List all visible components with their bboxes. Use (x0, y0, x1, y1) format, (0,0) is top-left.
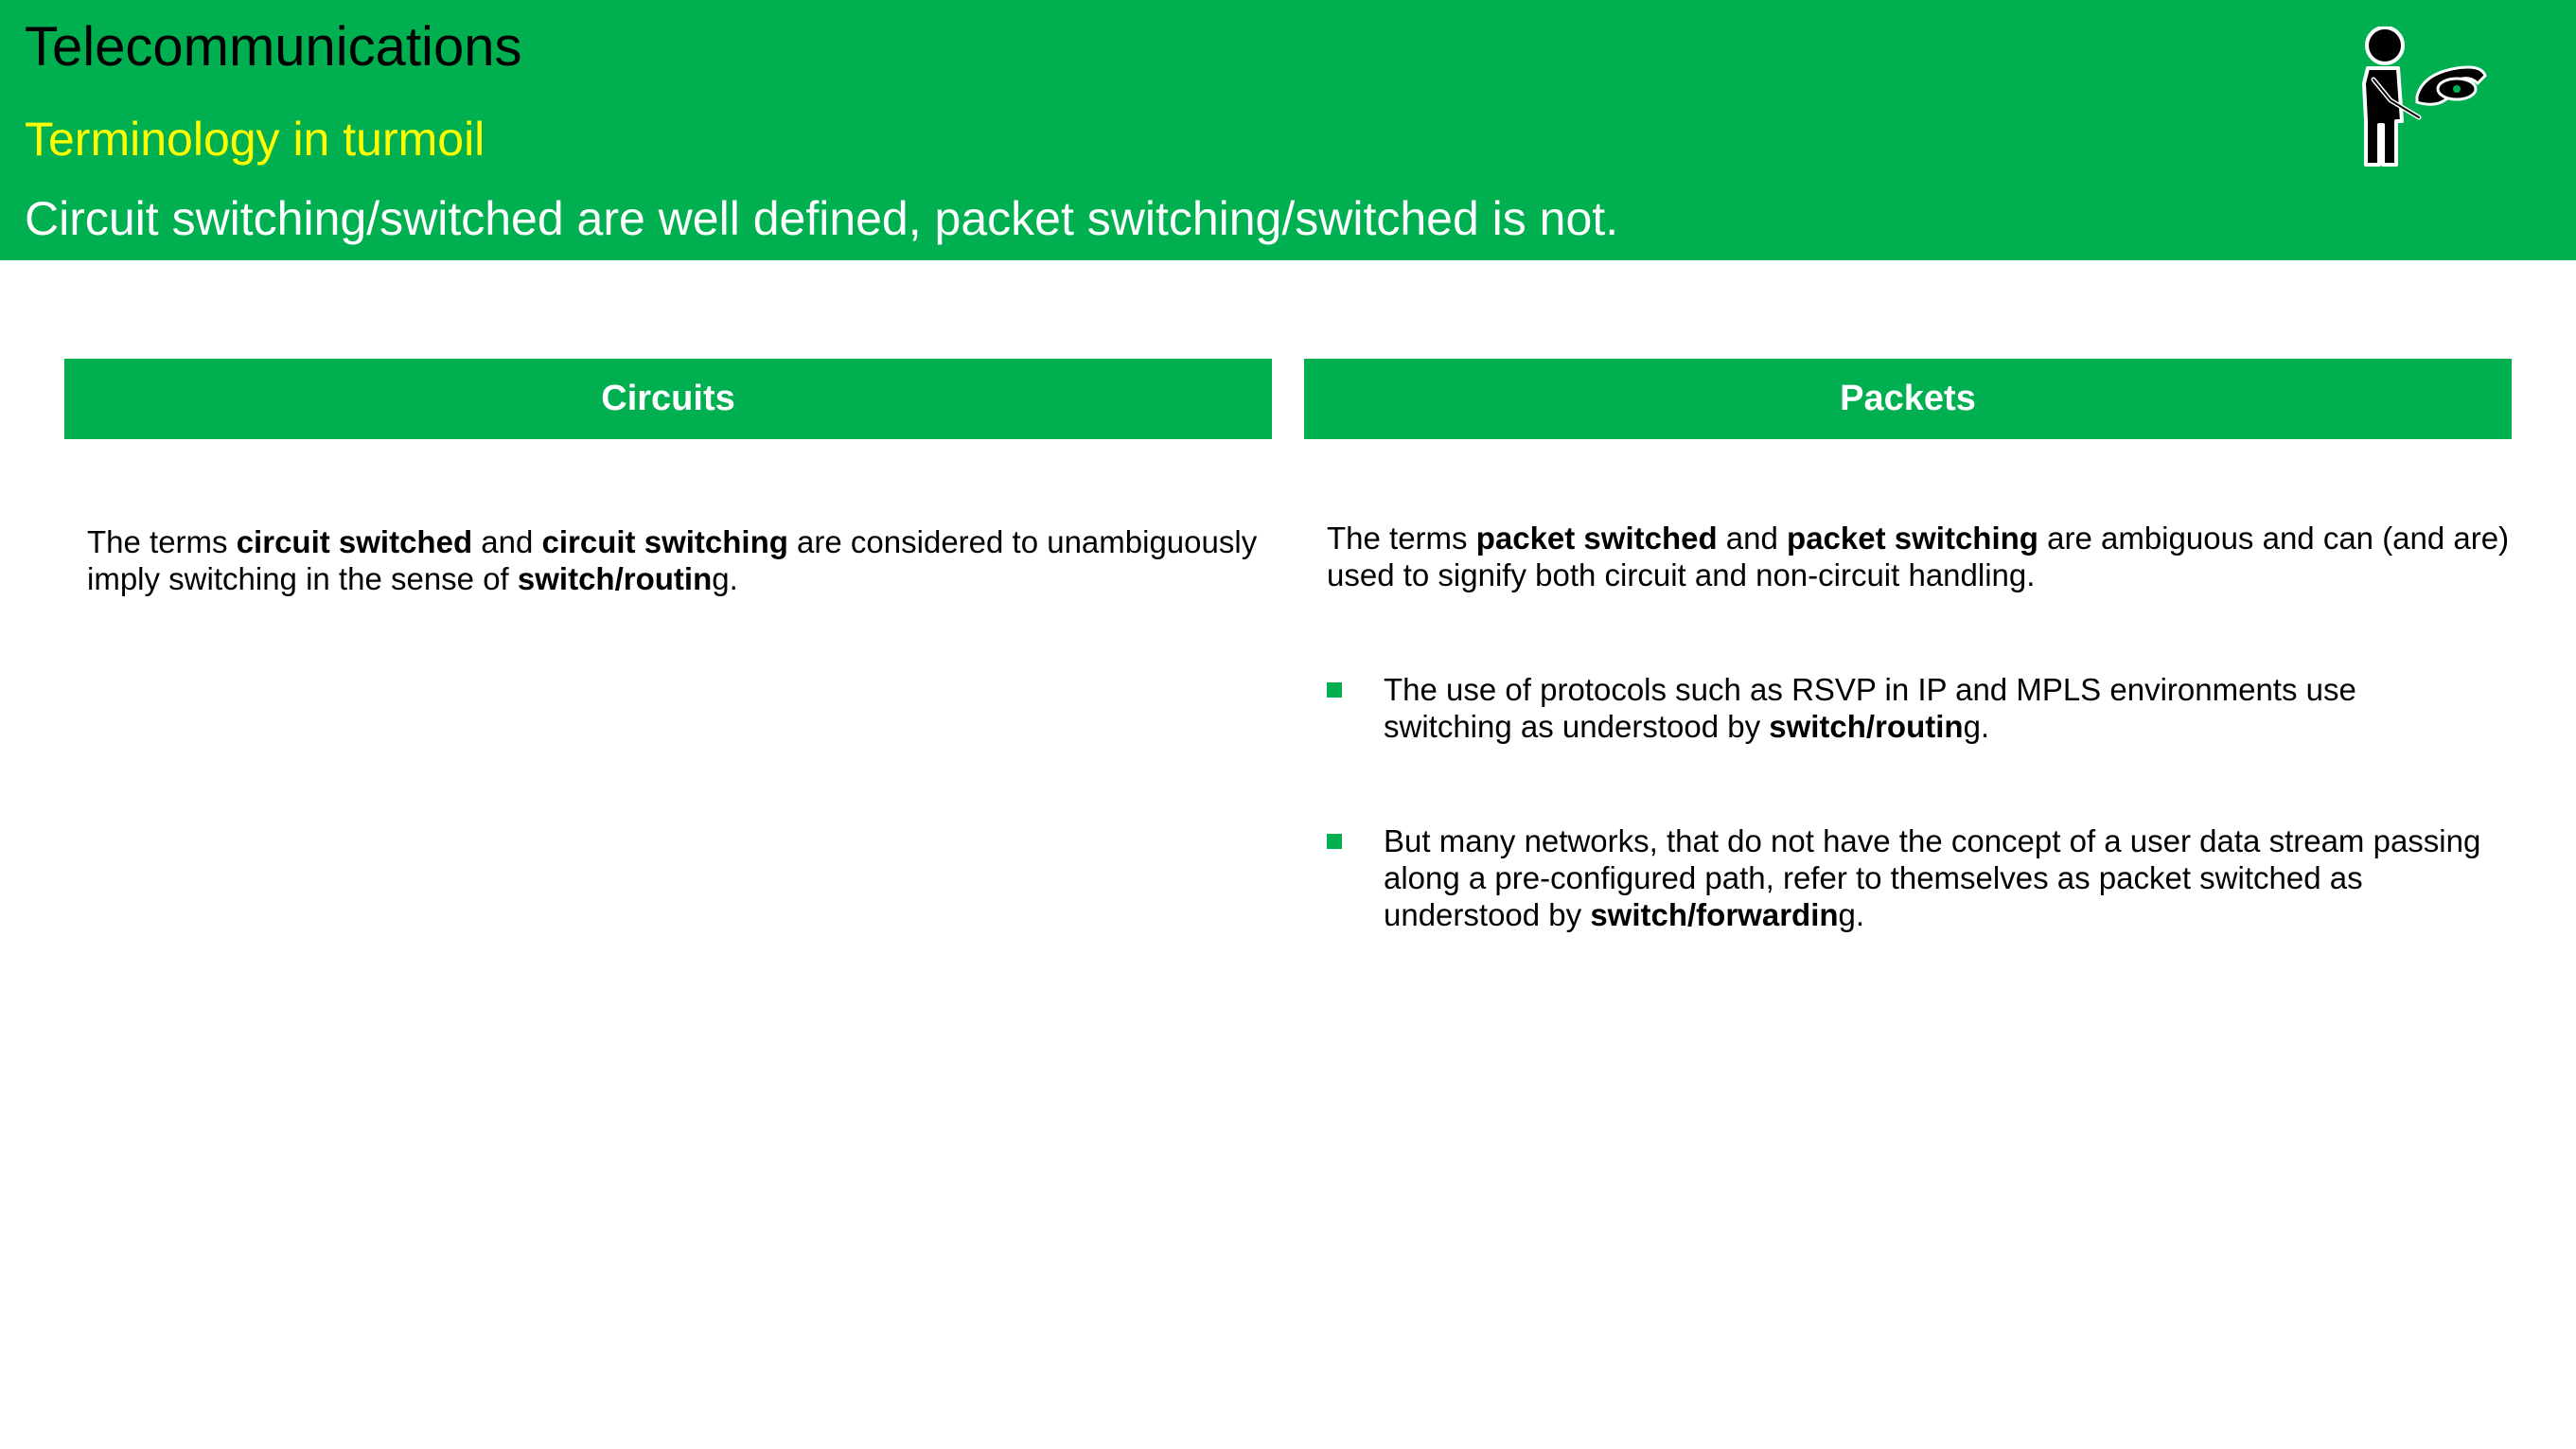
square-bullet-icon (1327, 682, 1342, 698)
list-item (1327, 822, 2491, 933)
square-bullet-icon (1327, 834, 1342, 849)
bullet-text: But many networks, that do not have the concept of a user data stream passing along a pre-configured path, refer to themselves as packet switched as understood by switch/forwarding. (1384, 823, 2481, 932)
packets-heading: Packets (1304, 359, 2512, 439)
circuits-heading: Circuits (64, 359, 1272, 439)
slide-subtitle: Terminology in turmoil (25, 113, 485, 166)
list-item (1327, 671, 2491, 745)
slide-title: Telecommunications (25, 16, 522, 78)
bullet-text: The use of protocols such as RSVP in IP and MPLS environments use switching as understood by switch/routing. (1384, 672, 2356, 744)
slide-header (0, 0, 2576, 260)
person-with-telephone-icon (2336, 27, 2487, 168)
slide-statement: Circuit switching/switched are well defined, packet switching/switched is not. (25, 192, 1619, 245)
circuits-paragraph: The terms circuit switched and circuit switching are considered to unambiguously imply switching in the sense of switch/routing. (87, 524, 1258, 596)
packets-paragraph: The terms packet switched and packet switching are ambiguous and can (and are) used to signify both circuit and non-circuit handling. (1327, 521, 2510, 592)
